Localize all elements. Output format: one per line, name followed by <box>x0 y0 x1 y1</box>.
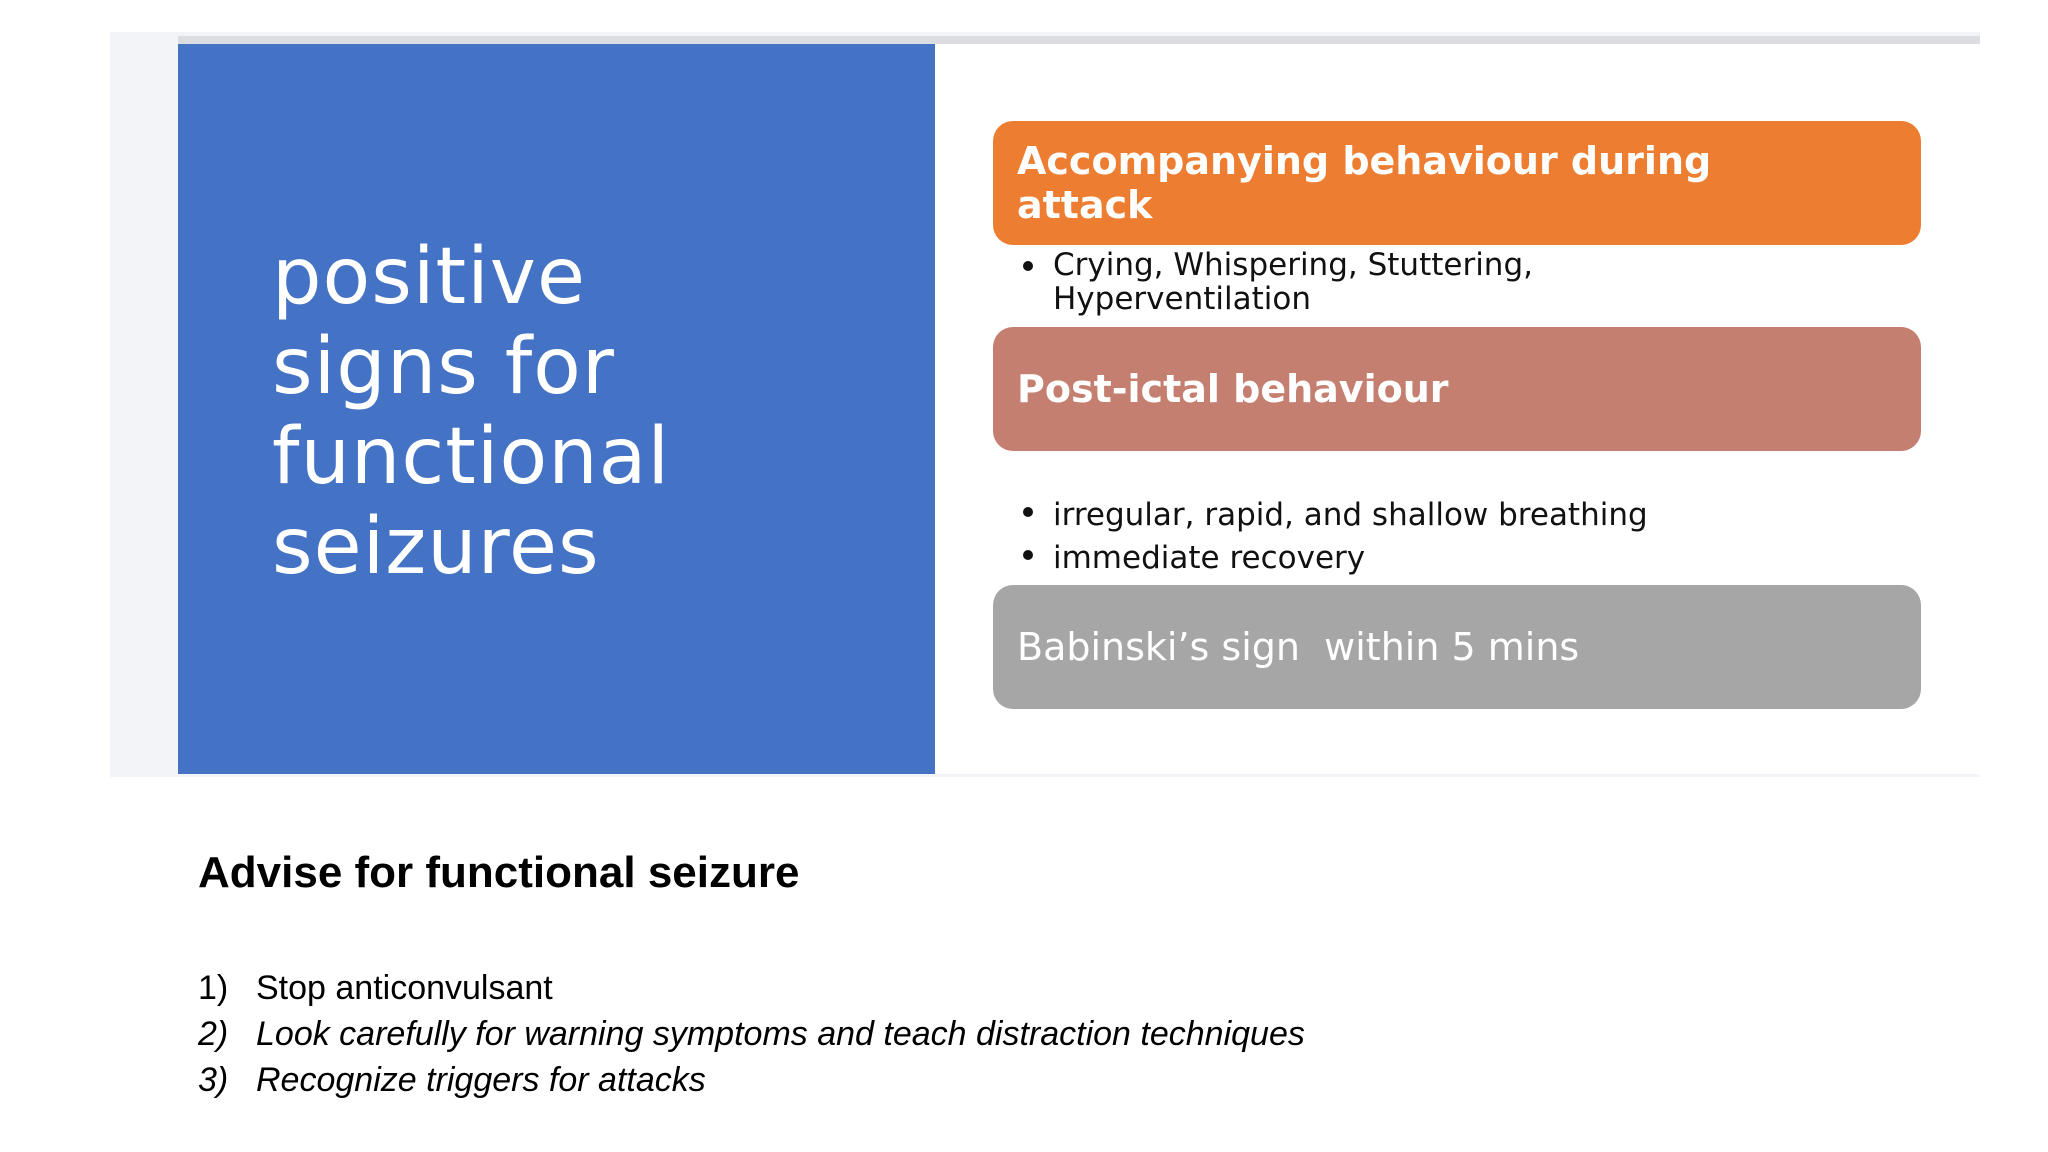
section-heading-line: Accompanying behaviour during <box>1017 139 1712 183</box>
list-item-text: Hyperventilation <box>1053 281 1311 317</box>
slide-title-line: signs for <box>272 322 615 412</box>
accompanying-behaviour-list <box>1023 248 1903 316</box>
bullet-dot-icon <box>1023 261 1033 271</box>
list-item <box>198 1057 1305 1103</box>
section-heading-babinski-sign <box>993 585 1921 709</box>
list-item <box>1023 248 1903 316</box>
list-number: 3) <box>198 1061 229 1099</box>
section-heading-line: attack <box>1017 183 1153 227</box>
bullet-dot-icon <box>1023 550 1033 560</box>
slide-title-line: functional <box>272 412 671 502</box>
advise-heading: Advise for functional seizure <box>198 848 800 897</box>
list-item-text: Crying, Whispering, Stuttering, <box>1053 247 1533 283</box>
list-item-text: Recognize triggers for attacks <box>256 1061 706 1099</box>
section-heading-line: Babinski’s sign within 5 mins <box>1017 625 1580 669</box>
list-item <box>1023 494 1903 537</box>
section-heading-post-ictal-behaviour <box>993 327 1921 451</box>
bullet-dot-icon <box>1023 507 1033 517</box>
list-item-text: immediate recovery <box>1053 540 1366 576</box>
section-heading-accompanying-behaviour <box>993 121 1921 245</box>
list-item-text: irregular, rapid, and shallow breathing <box>1053 497 1648 533</box>
slide-image <box>178 44 1980 774</box>
title-panel <box>178 44 935 774</box>
list-item-text: Look carefully for warning symptoms and teach distraction techniques <box>256 1015 1305 1053</box>
section-heading-line: Post-ictal behaviour <box>1017 367 1449 411</box>
slide-title <box>272 232 892 592</box>
list-item-text: Stop anticonvulsant <box>256 969 553 1007</box>
slide-title-line: positive <box>272 232 586 322</box>
list-item <box>1023 537 1903 580</box>
list-item <box>198 1011 1305 1057</box>
slide-top-border <box>178 36 1980 44</box>
list-number: 1) <box>198 969 229 1007</box>
slide-title-line: seizures <box>272 502 600 592</box>
advise-list <box>198 965 1305 1103</box>
list-item <box>198 965 1305 1011</box>
list-number: 2) <box>198 1015 229 1053</box>
